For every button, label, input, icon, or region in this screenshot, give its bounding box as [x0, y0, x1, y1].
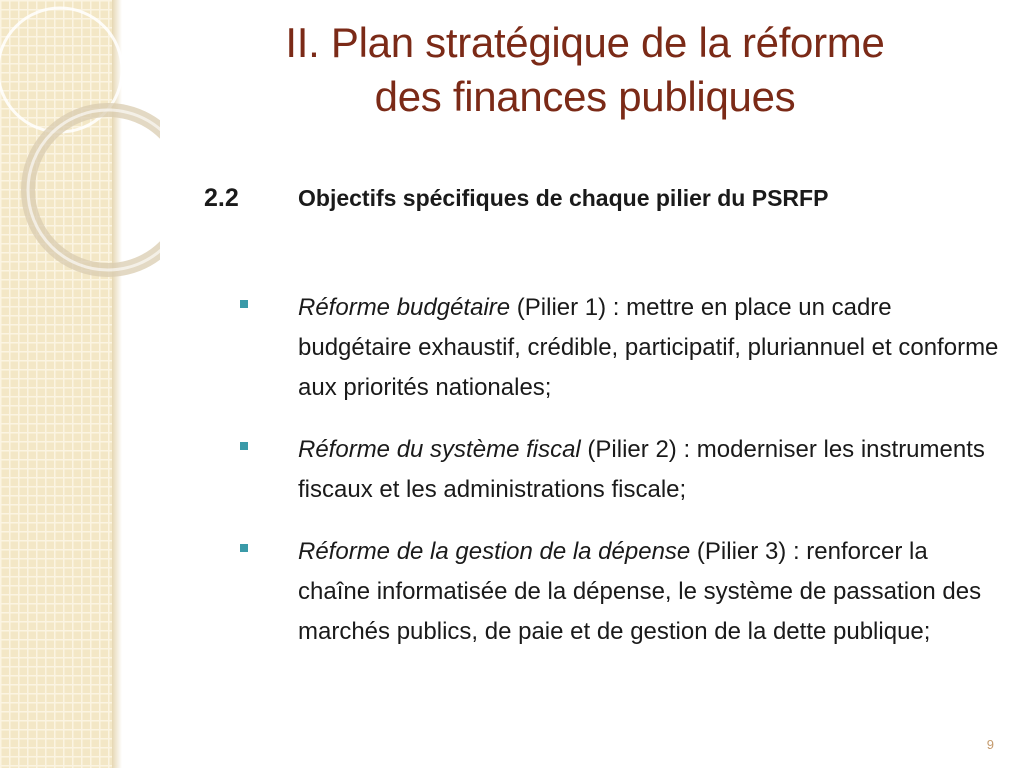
square-bullet-icon	[240, 300, 248, 308]
list-item	[236, 532, 1006, 652]
pillar-name: Réforme budgétaire	[298, 294, 511, 321]
list-item	[236, 430, 1006, 510]
section-heading	[204, 180, 964, 216]
pillar-description: (Pilier 2) : moderniser les instruments fiscaux et les administrations fiscale;	[298, 436, 985, 503]
page-title	[150, 16, 1020, 124]
section-number: 2.2	[204, 184, 239, 212]
square-bullet-icon	[240, 544, 248, 552]
list-item	[236, 288, 1006, 408]
pillar-description: (Pilier 1) : mettre en place un cadre budgétaire exhaustif, crédible, participatif, pluriannuel et conforme aux priorités nationales;	[298, 294, 999, 401]
slide-number: 9	[986, 737, 994, 752]
pillar-description: (Pilier 3) : renforcer la chaîne informatisée de la dépense, le système de passation des marchés publics, de paie et de gestion de la dette publique;	[298, 538, 982, 645]
title-line-1: II. Plan stratégique de la réforme	[285, 19, 885, 66]
section-title: Objectifs spécifiques de chaque pilier du PSRFP	[298, 185, 829, 211]
bullet-list	[236, 288, 1006, 674]
decorative-circles	[0, 0, 160, 300]
pillar-name: Réforme de la gestion de la dépense	[298, 538, 691, 565]
pillar-name: Réforme du système fiscal	[298, 436, 581, 463]
title-line-2: des finances publiques	[374, 73, 796, 120]
square-bullet-icon	[240, 442, 248, 450]
